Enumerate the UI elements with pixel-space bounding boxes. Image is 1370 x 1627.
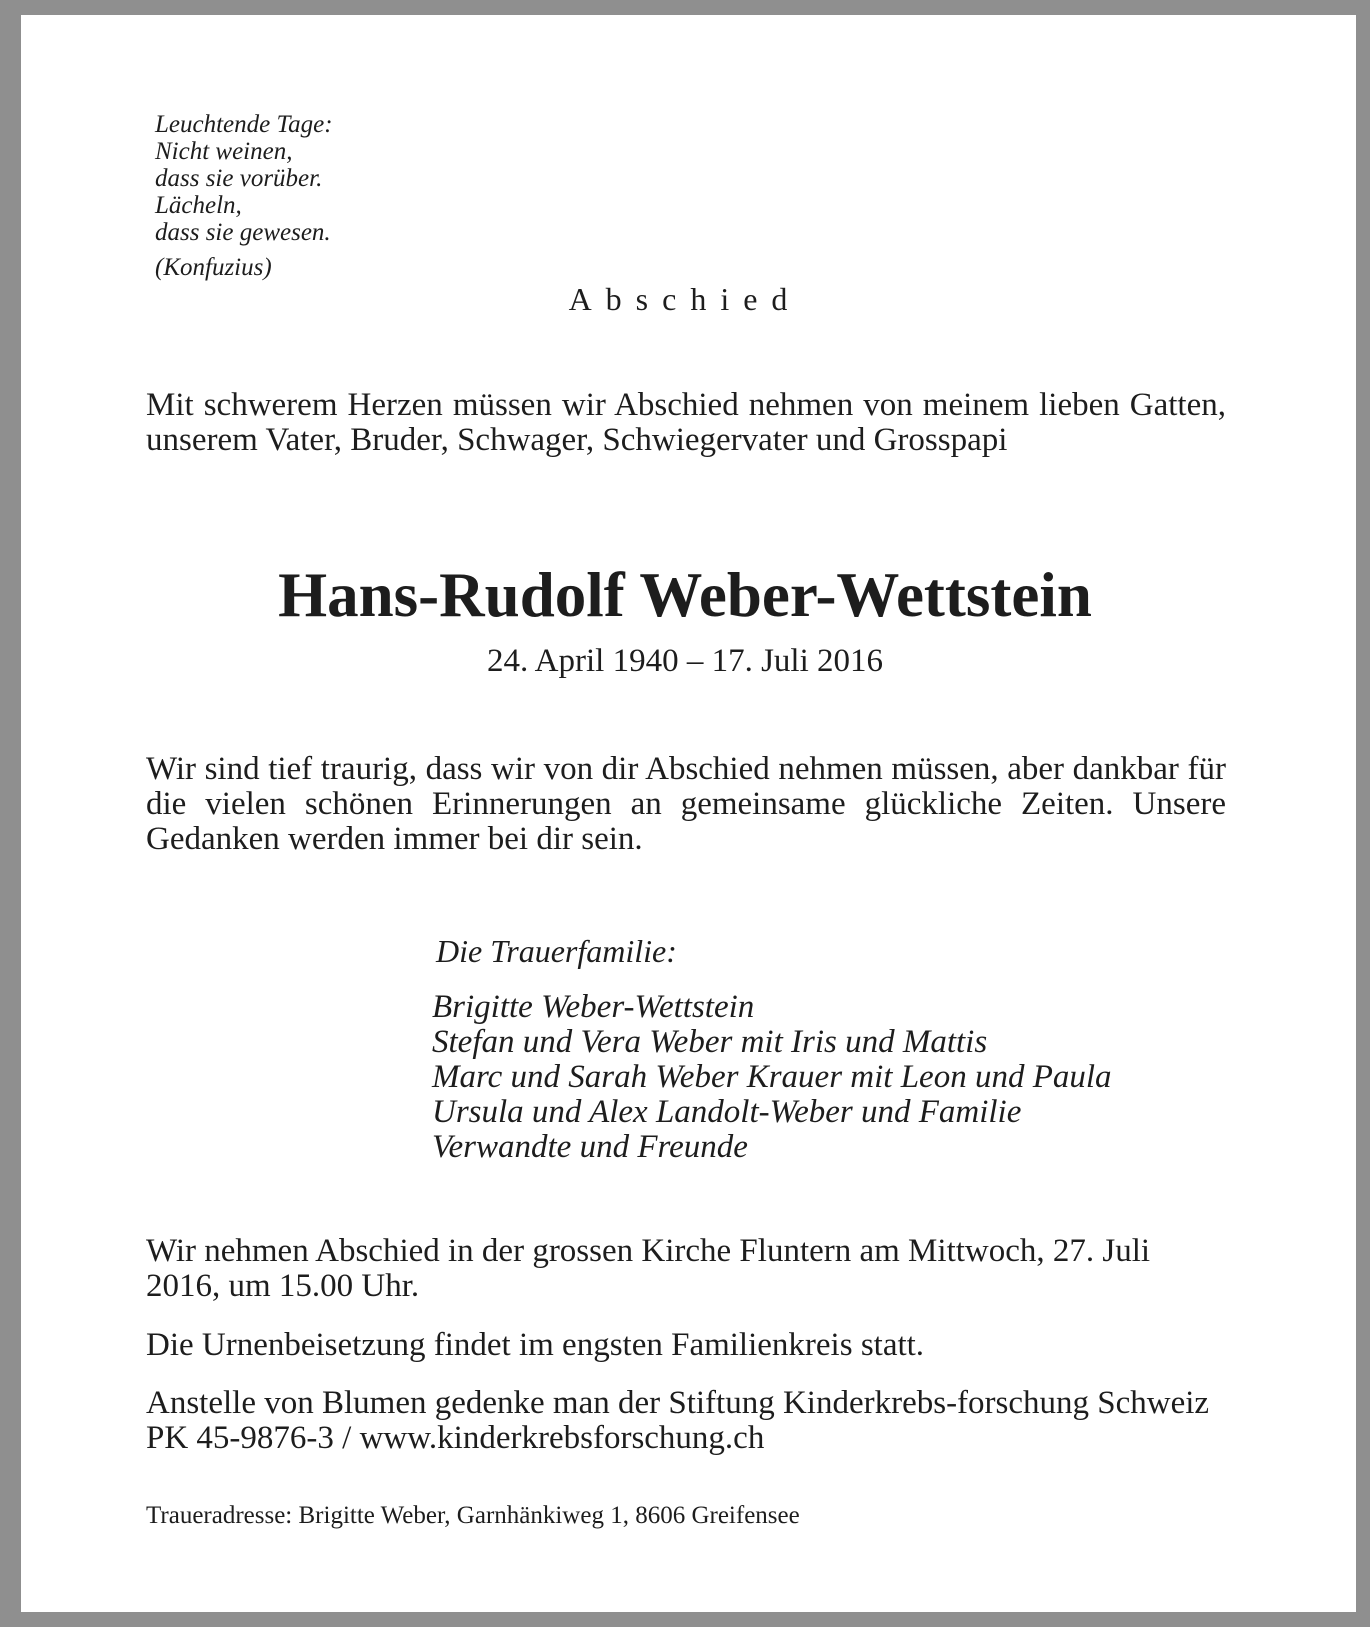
motto-quote xyxy=(155,111,333,281)
donation-info: Anstelle von Blumen gedenke man der Stiftung Kinderkrebs-forschung Schweiz PK 45-9876-3 / www.kinderkrebsforschung.ch xyxy=(146,1385,1210,1456)
motto-line: dass sie vorüber. xyxy=(155,165,323,192)
family-member: Marc und Sarah Weber Krauer mit Leon und Paula xyxy=(432,1059,1112,1095)
motto-line: Leuchtende Tage: xyxy=(155,111,333,138)
mourning-address: Traueradresse: Brigitte Weber, Garnhänkiweg 1, 8606 Greifensee xyxy=(146,1502,800,1529)
motto-line: Lächeln, xyxy=(155,192,242,219)
motto-line: Nicht weinen, xyxy=(155,138,293,165)
service-info: Wir nehmen Abschied in der grossen Kirche Fluntern am Mittwoch, 27. Juli 2016, um 15.00 Uhr. xyxy=(146,1233,1151,1304)
life-dates: 24. April 1940 – 17. Juli 2016 xyxy=(486,643,884,679)
family-members-list xyxy=(432,990,1112,1165)
motto-source: (Konfuzius) xyxy=(155,254,272,281)
intro-text: Mit schwerem Herzen müssen wir Abschied nehmen von meinem lieben Gatten, unserem Vater, Bruder, Schwager, Schwiegervater und Grosspapi xyxy=(146,387,1226,458)
family-member: Brigitte Weber-Wettstein xyxy=(432,989,755,1025)
family-label: Die Trauerfamilie: xyxy=(436,933,677,969)
family-member: Stefan und Vera Weber mit Iris und Mattis xyxy=(432,1024,988,1060)
deceased-name: Hans-Rudolf Weber-Wettstein xyxy=(278,560,1092,630)
urn-burial-info: Die Urnenbeisetzung findet im engsten Familienkreis statt. xyxy=(146,1327,925,1363)
farewell-message: Wir sind tief traurig, dass wir von dir Abschied nehmen müssen, aber dankbar für die vielen schönen Erinnerungen an gemeinsame glückliche Zeiten. Unsere Gedanken werden immer bei dir sein. xyxy=(146,751,1226,857)
heading-abschied: Abschied xyxy=(568,281,802,317)
family-member: Verwandte und Freunde xyxy=(432,1129,748,1165)
motto-line: dass sie gewesen. xyxy=(155,219,331,246)
family-member: Ursula und Alex Landolt-Weber und Familie xyxy=(432,1094,1022,1130)
